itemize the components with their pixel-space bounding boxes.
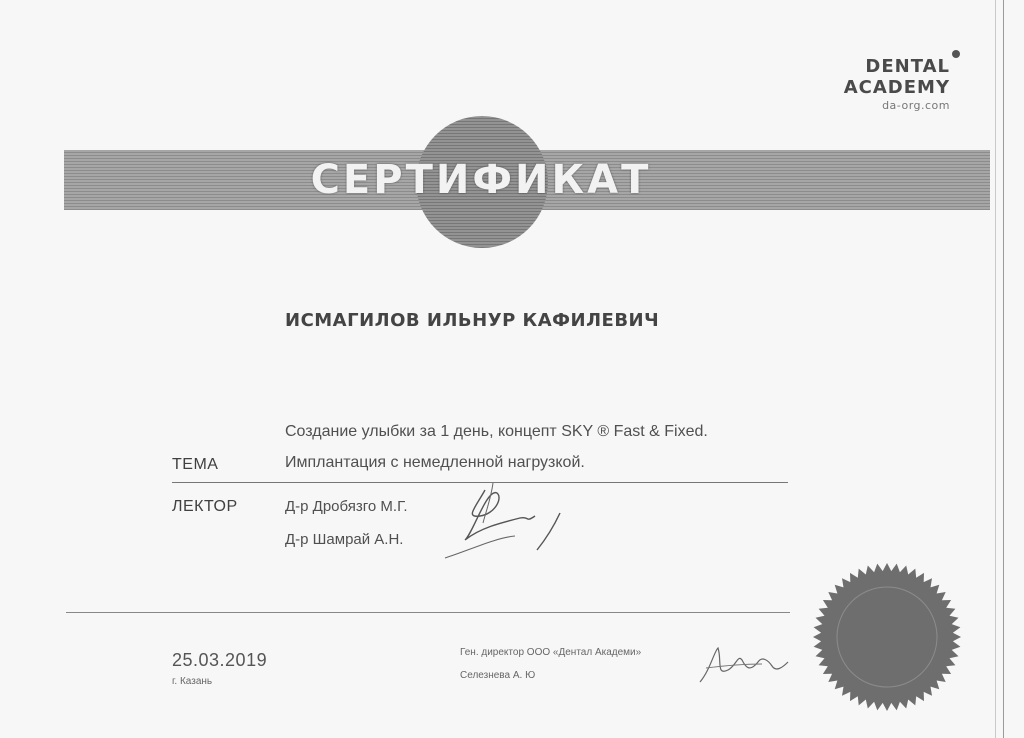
scan-edge-inner	[995, 0, 996, 738]
lecturer-signature-icon	[425, 478, 575, 568]
bottom-divider	[66, 612, 790, 613]
topic-label: ТЕМА	[172, 456, 219, 473]
recipient-name: ИСМАГИЛОВ ИЛЬНУР КАФИЛЕВИЧ	[285, 310, 660, 331]
topic-line-1: Создание улыбки за 1 день, концепт SKY ® Fast & Fixed.	[285, 423, 708, 440]
issue-city: г. Казань	[172, 676, 213, 687]
lecturer-label: ЛЕКТОР	[172, 498, 238, 515]
logo-line-academy: ACADEMY	[843, 77, 950, 98]
scan-edge	[1003, 0, 1004, 738]
dental-academy-logo	[844, 56, 950, 112]
registered-mark-icon	[952, 50, 960, 58]
director-signature-icon	[692, 640, 802, 690]
director-name: Селезнева А. Ю	[460, 670, 536, 681]
director-title: Ген. директор ООО «Дентал Академи»	[460, 647, 642, 658]
logo-url: da-org.com	[882, 99, 950, 112]
topic-line-2: Имплантация с немедленной нагрузкой.	[285, 454, 585, 471]
lecturer-2: Д-р Шамрай А.Н.	[285, 531, 404, 548]
certificate-title: СЕРТИФИКАТ	[310, 157, 652, 203]
logo-line-dental: DENTAL	[865, 56, 950, 77]
issue-date: 25.03.2019	[172, 650, 268, 670]
lecturer-1: Д-р Дробязго М.Г.	[285, 498, 408, 515]
gold-seal-icon	[812, 562, 962, 712]
